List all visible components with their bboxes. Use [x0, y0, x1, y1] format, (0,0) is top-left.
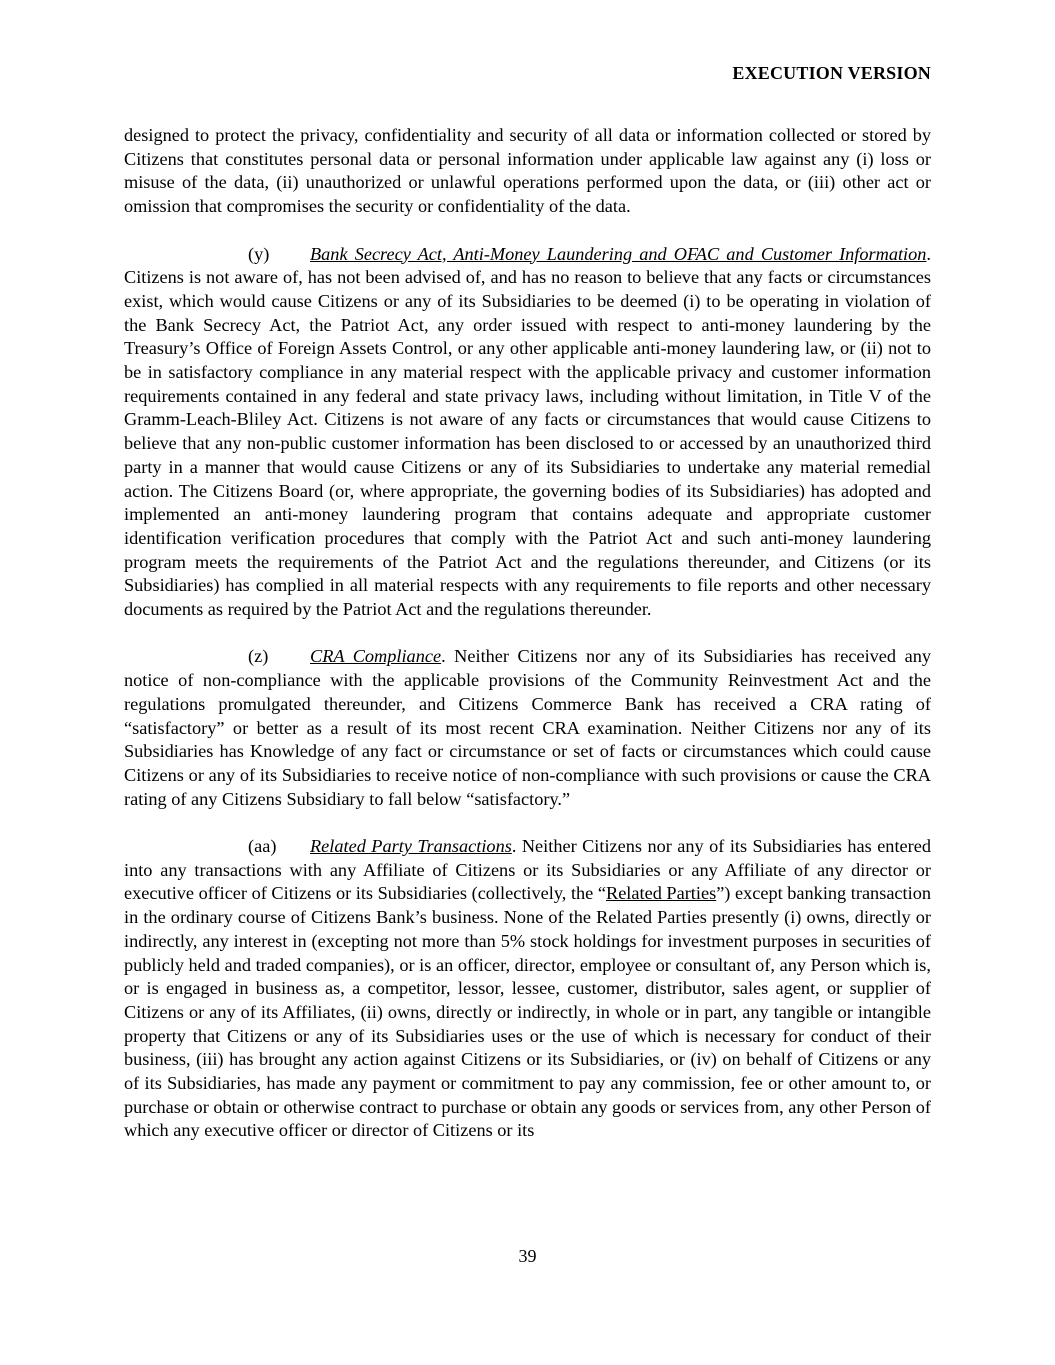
section-z-title: CRA Compliance	[310, 646, 442, 667]
section-aa-text-after: ”) except banking transaction in the ordinary course of Citizens Bank’s business. None of the Related Parties presently (i) owns, directly or indirectly, any interest in (excepting not more than 5% stock holdings for investment purposes in securities of publicly held and traded companies), or is an officer, director, employee or consultant of, any Person which is, or is engaged in business as, a competitor, lessor, lessee, customer, distributor, sales agent, or supplier of Citizens or any of its Affiliates, (ii) owns, directly or indirectly, in whole or in part, any tangible or intangible property that Citizens or any of its Subsidiaries uses or the use of which is necessary for conduct of their business, (iii) has brought any action against Citizens or its Subsidiaries, or (iv) on behalf of Citizens or any of its Subsidiaries, has made any payment or commitment to pay any commission, fee or other amount to, or purchase or obtain or otherwise contract to purchase or obtain any goods or services from, any other Person of which any executive officer or director of Citizens or its	[124, 883, 931, 1141]
section-aa-label: (aa)	[248, 836, 277, 857]
document-body	[124, 124, 931, 1167]
execution-version-header: EXECUTION VERSION	[732, 63, 931, 83]
section-aa-text-before: . Neither Citizens nor any of its Subsidiaries has entered into any transactions with any Affiliate of Citizens or its Subsidiaries or any Affiliate of any director or executive officer of Citizens or its Subsidiaries (collectively, the “	[124, 836, 931, 904]
related-parties-defined-term: Related Parties	[606, 883, 717, 904]
section-y-title: Bank Secrecy Act, Anti-Money Laundering and OFAC and Customer Information	[310, 243, 927, 264]
section-aa	[124, 835, 931, 1143]
section-y-label: (y)	[248, 243, 270, 264]
section-z-text: . Neither Citizens nor any of its Subsidiaries has received any notice of non-compliance with the applicable provisions of the Community Reinvestment Act and the regulations promulgated thereunder, and Citizens Commerce Bank has received a CRA rating of “satisfactory” or better as a result of its most recent CRA examination. Neither Citizens nor any of its Subsidiaries has Knowledge of any fact or circumstance or set of facts or circumstances which could cause Citizens or any of its Subsidiaries to receive notice of non-compliance with such provisions or cause the CRA rating of any Citizens Subsidiary to fall below “satisfactory.”	[124, 646, 931, 809]
section-z	[124, 645, 931, 811]
section-z-label: (z)	[248, 646, 269, 667]
page-number: 39	[518, 1246, 537, 1266]
paragraph-continuation-text: designed to protect the privacy, confidentiality and security of all data or information collected or stored by Citizens that constitutes personal data or personal information under applicable law against any (i) loss or misuse of the data, (ii) unauthorized or unlawful operations performed upon the data, or (iii) other act or omission that compromises the security or confidentiality of the data.	[124, 125, 931, 217]
paragraph-continuation	[124, 124, 931, 219]
section-aa-title: Related Party Transactions	[310, 836, 512, 857]
section-y-text: . Citizens is not aware of, has not been advised of, and has no reason to believe that any facts or circumstances exist, which would cause Citizens or any of its Subsidiaries to be deemed (i) to be operating in violation of the Bank Secrecy Act, the Patriot Act, any order issued with respect to anti-money laundering by the Treasury’s Office of Foreign Assets Control, or any other applicable anti-money laundering law, or (ii) not to be in satisfactory compliance in any material respect with the applicable privacy and customer information requirements contained in any federal and state privacy laws, including without limitation, in Title V of the Gramm-Leach-Bliley Act. Citizens is not aware of any facts or circumstances that would cause Citizens to believe that any non-public customer information has been disclosed to or accessed by an unauthorized third party in a manner that would cause Citizens or any of its Subsidiaries to undertake any material remedial action. The Citizens Board (or, where appropriate, the governing bodies of its Subsidiaries) has adopted and implemented an anti-money laundering program that contains adequate and appropriate customer identification verification procedures that comply with the Patriot Act and such anti-money laundering program meets the requirements of the Patriot Act and the regulations thereunder, and Citizens (or its Subsidiaries) has complied in all material respects with any requirements to file reports and other necessary documents as required by the Patriot Act and the regulations thereunder.	[124, 243, 931, 620]
section-y	[124, 243, 931, 622]
